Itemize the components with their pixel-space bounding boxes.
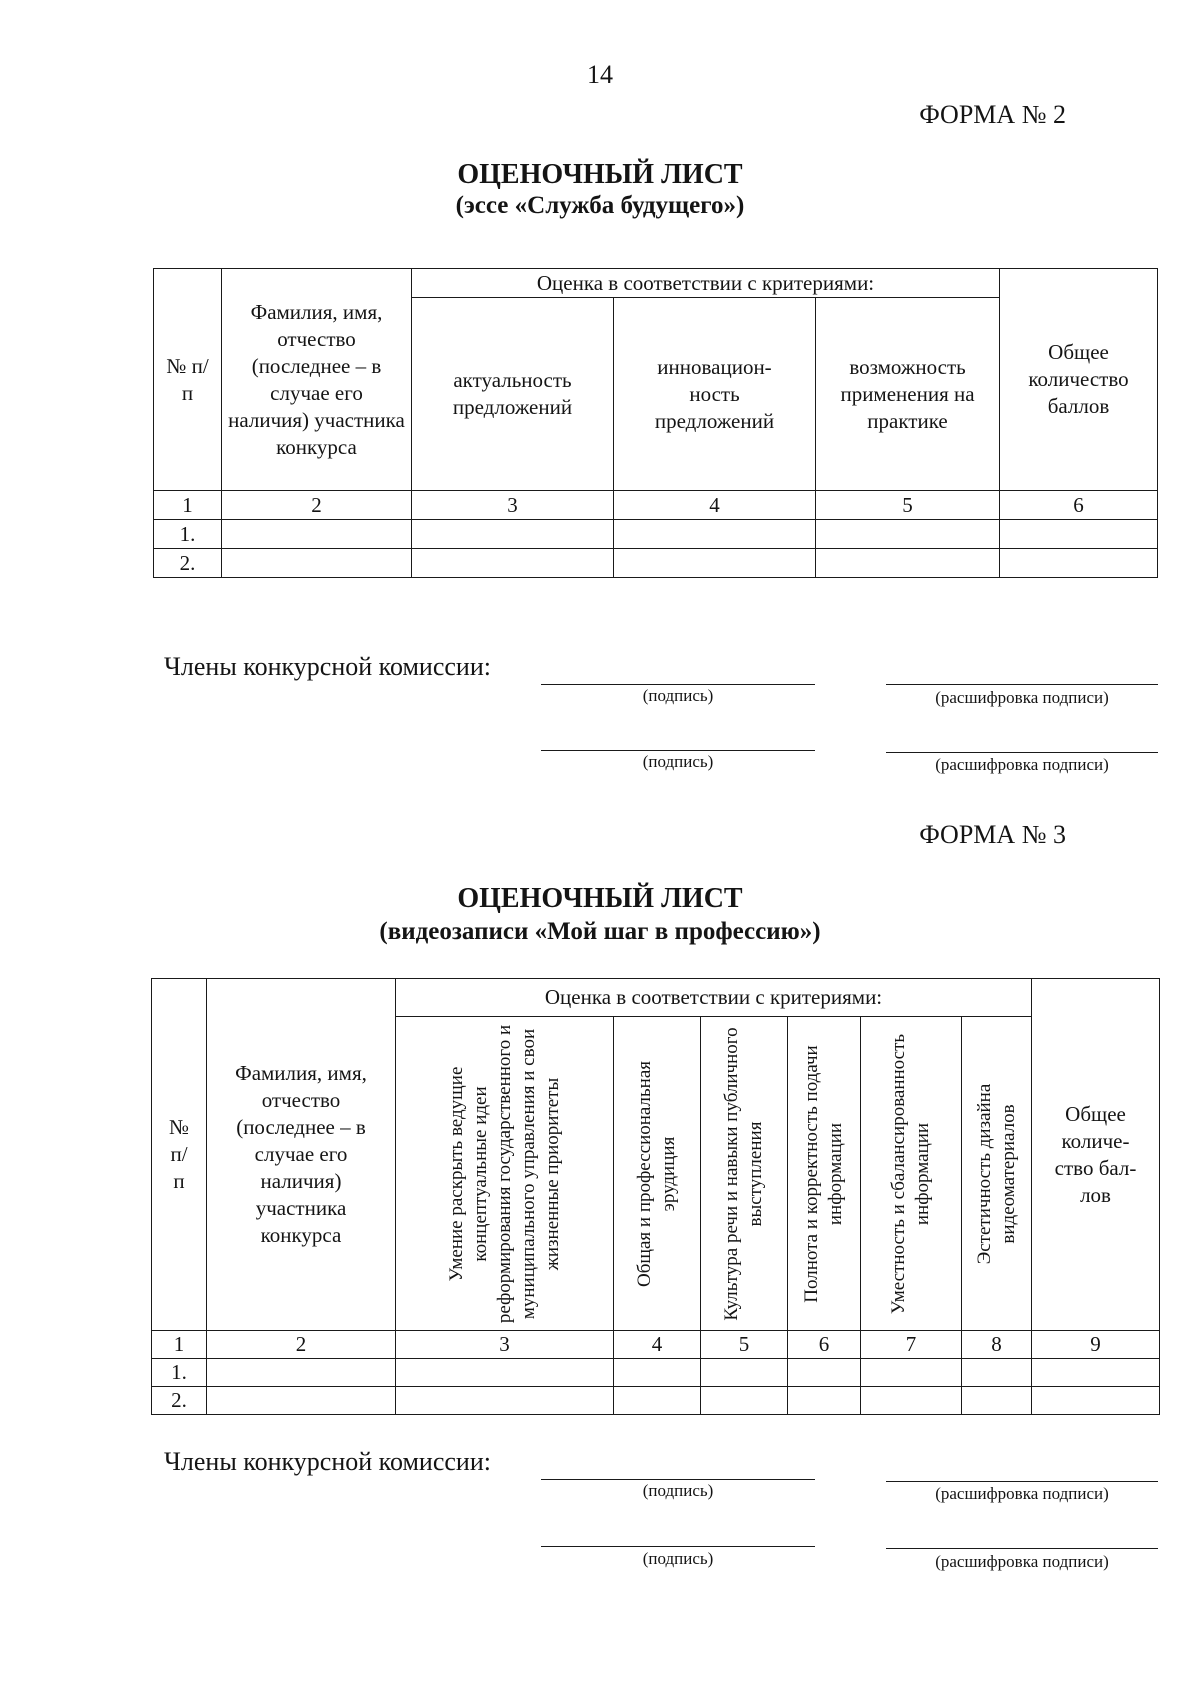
form3-col-number: 8 bbox=[962, 1331, 1032, 1359]
form3-members-label: Члены конкурсной комиссии: bbox=[164, 1447, 491, 1476]
form3-col-number: 6 bbox=[788, 1331, 861, 1359]
form3-cell[interactable] bbox=[1032, 1387, 1160, 1415]
form2-signature-caption-2: (подпись) bbox=[642, 752, 714, 771]
form3-cell[interactable] bbox=[962, 1387, 1032, 1415]
form2-decoding-caption-2: (расшифровка подписи) bbox=[935, 755, 1109, 774]
form3-cell[interactable] bbox=[701, 1387, 788, 1415]
form2-cell[interactable] bbox=[816, 520, 1000, 549]
form3-table bbox=[151, 978, 1160, 1415]
form2-decoding-caption-1: (расшифровка подписи) bbox=[935, 688, 1109, 707]
form2-cell[interactable] bbox=[412, 549, 614, 578]
form3-cell[interactable] bbox=[788, 1359, 861, 1387]
form3-signature-line-2[interactable] bbox=[541, 1546, 815, 1547]
form3-cell[interactable] bbox=[207, 1387, 396, 1415]
form3-cell[interactable] bbox=[701, 1359, 788, 1387]
form3-criterion-cell-6 bbox=[962, 1017, 1032, 1331]
form2-cell[interactable] bbox=[1000, 549, 1158, 578]
form3-cell[interactable] bbox=[861, 1387, 962, 1415]
form3-criterion-cell-2 bbox=[614, 1017, 701, 1331]
table-row bbox=[152, 1387, 1160, 1415]
form3-col-number: 1 bbox=[152, 1331, 207, 1359]
form3-cell[interactable] bbox=[788, 1387, 861, 1415]
form2-signature-caption-1: (подпись) bbox=[642, 686, 714, 705]
form2-criterion-1: актуальность предложений bbox=[412, 298, 614, 491]
form2-cell[interactable] bbox=[816, 549, 1000, 578]
form2-col-number: 6 bbox=[1000, 491, 1158, 520]
form2-decoding-line-1[interactable] bbox=[886, 684, 1158, 685]
form3-criterion-2: Общая и профессиональная эрудиция bbox=[634, 1060, 679, 1287]
form2-criterion-2: инновацион-ность предложений bbox=[614, 298, 816, 491]
form2-cell[interactable] bbox=[614, 520, 816, 549]
form2-col-number: 3 bbox=[412, 491, 614, 520]
form2-cell[interactable] bbox=[222, 549, 412, 578]
form2-label: ФОРМА № 2 bbox=[919, 100, 1066, 129]
form3-criterion-cell-5 bbox=[861, 1017, 962, 1331]
form3-criterion-3: Культура речи и навыки публичного выступления bbox=[721, 1026, 766, 1321]
form2-col-number: 4 bbox=[614, 491, 816, 520]
form2-title: ОЦЕНОЧНЫЙ ЛИСТ bbox=[457, 159, 743, 190]
form3-subtitle: (видеозаписи «Мой шаг в профессию») bbox=[379, 918, 821, 945]
form2-row-index: 2. bbox=[154, 549, 222, 578]
form3-criterion-cell-1 bbox=[396, 1017, 614, 1331]
form3-col-number: 3 bbox=[396, 1331, 614, 1359]
form3-header-criteria: Оценка в соответствии с критериями: bbox=[396, 979, 1032, 1017]
form3-criterion-5: Уместность и сбалансированность информации bbox=[888, 1033, 933, 1314]
table-row bbox=[154, 549, 1158, 578]
form2-col-number: 5 bbox=[816, 491, 1000, 520]
form2-row-index: 1. bbox=[154, 520, 222, 549]
form3-criterion-6: Эстетичность дизайна видеоматериалов bbox=[973, 1083, 1019, 1264]
form2-cell[interactable] bbox=[222, 520, 412, 549]
form3-col-number: 9 bbox=[1032, 1331, 1160, 1359]
form3-criterion-1: Умение раскрыть ведущие концептуальные идеи реформирования государственного и муниципального управления и свои жизненные приоритеты bbox=[445, 1024, 563, 1323]
form3-decoding-caption-1: (расшифровка подписи) bbox=[935, 1484, 1109, 1503]
form2-header-no: № п/п bbox=[154, 269, 222, 491]
table-row bbox=[154, 520, 1158, 549]
form3-header-name: Фамилия, имя, отчество (последнее – в случае его наличия) участника конкурса bbox=[207, 979, 396, 1331]
form3-decoding-line-2[interactable] bbox=[886, 1548, 1158, 1549]
form3-cell[interactable] bbox=[962, 1359, 1032, 1387]
form3-label: ФОРМА № 3 bbox=[919, 820, 1066, 849]
form3-title: ОЦЕНОЧНЫЙ ЛИСТ bbox=[457, 883, 743, 914]
form3-signature-caption-1: (подпись) bbox=[642, 1481, 714, 1500]
form3-criterion-cell-3 bbox=[701, 1017, 788, 1331]
form3-header-no: № п/ п bbox=[152, 979, 207, 1331]
form2-cell[interactable] bbox=[412, 520, 614, 549]
form3-cell[interactable] bbox=[614, 1387, 701, 1415]
form2-header-name: Фамилия, имя, отчество (последнее – в случае его наличия) участника конкурса bbox=[222, 269, 412, 491]
form3-col-number: 5 bbox=[701, 1331, 788, 1359]
form2-members-label: Члены конкурсной комиссии: bbox=[164, 652, 491, 681]
form3-decoding-caption-2: (расшифровка подписи) bbox=[935, 1552, 1109, 1571]
table-row bbox=[152, 1359, 1160, 1387]
form3-row-index: 2. bbox=[152, 1387, 207, 1415]
form3-cell[interactable] bbox=[396, 1387, 614, 1415]
form3-criterion-cell-4 bbox=[788, 1017, 861, 1331]
form3-decoding-line-1[interactable] bbox=[886, 1481, 1158, 1482]
form2-header-criteria: Оценка в соответствии с критериями: bbox=[412, 269, 1000, 298]
form3-signature-line-1[interactable] bbox=[541, 1479, 815, 1480]
form3-col-number: 2 bbox=[207, 1331, 396, 1359]
form3-cell[interactable] bbox=[396, 1359, 614, 1387]
form2-subtitle: (эссе «Служба будущего») bbox=[455, 192, 745, 219]
form2-col-number: 2 bbox=[222, 491, 412, 520]
form3-criterion-4: Полнота и корректность подачи информации bbox=[801, 1044, 846, 1303]
form2-col-number: 1 bbox=[154, 491, 222, 520]
form2-table bbox=[153, 268, 1158, 578]
form3-cell[interactable] bbox=[861, 1359, 962, 1387]
form3-col-number: 4 bbox=[614, 1331, 701, 1359]
form2-decoding-line-2[interactable] bbox=[886, 752, 1158, 753]
form2-signature-line-1[interactable] bbox=[541, 684, 815, 685]
form3-header-total: Общее количе-ство бал-лов bbox=[1032, 979, 1160, 1331]
form2-cell[interactable] bbox=[614, 549, 816, 578]
form3-row-index: 1. bbox=[152, 1359, 207, 1387]
form3-col-number: 7 bbox=[861, 1331, 962, 1359]
form3-cell[interactable] bbox=[1032, 1359, 1160, 1387]
form2-header-total: Общее количество баллов bbox=[1000, 269, 1158, 491]
page-number: 14 bbox=[587, 60, 613, 89]
form3-cell[interactable] bbox=[614, 1359, 701, 1387]
form2-cell[interactable] bbox=[1000, 520, 1158, 549]
form2-signature-line-2[interactable] bbox=[541, 750, 815, 751]
form3-signature-caption-2: (подпись) bbox=[642, 1549, 714, 1568]
form3-cell[interactable] bbox=[207, 1359, 396, 1387]
form2-criterion-3: возможность применения на практике bbox=[816, 298, 1000, 491]
